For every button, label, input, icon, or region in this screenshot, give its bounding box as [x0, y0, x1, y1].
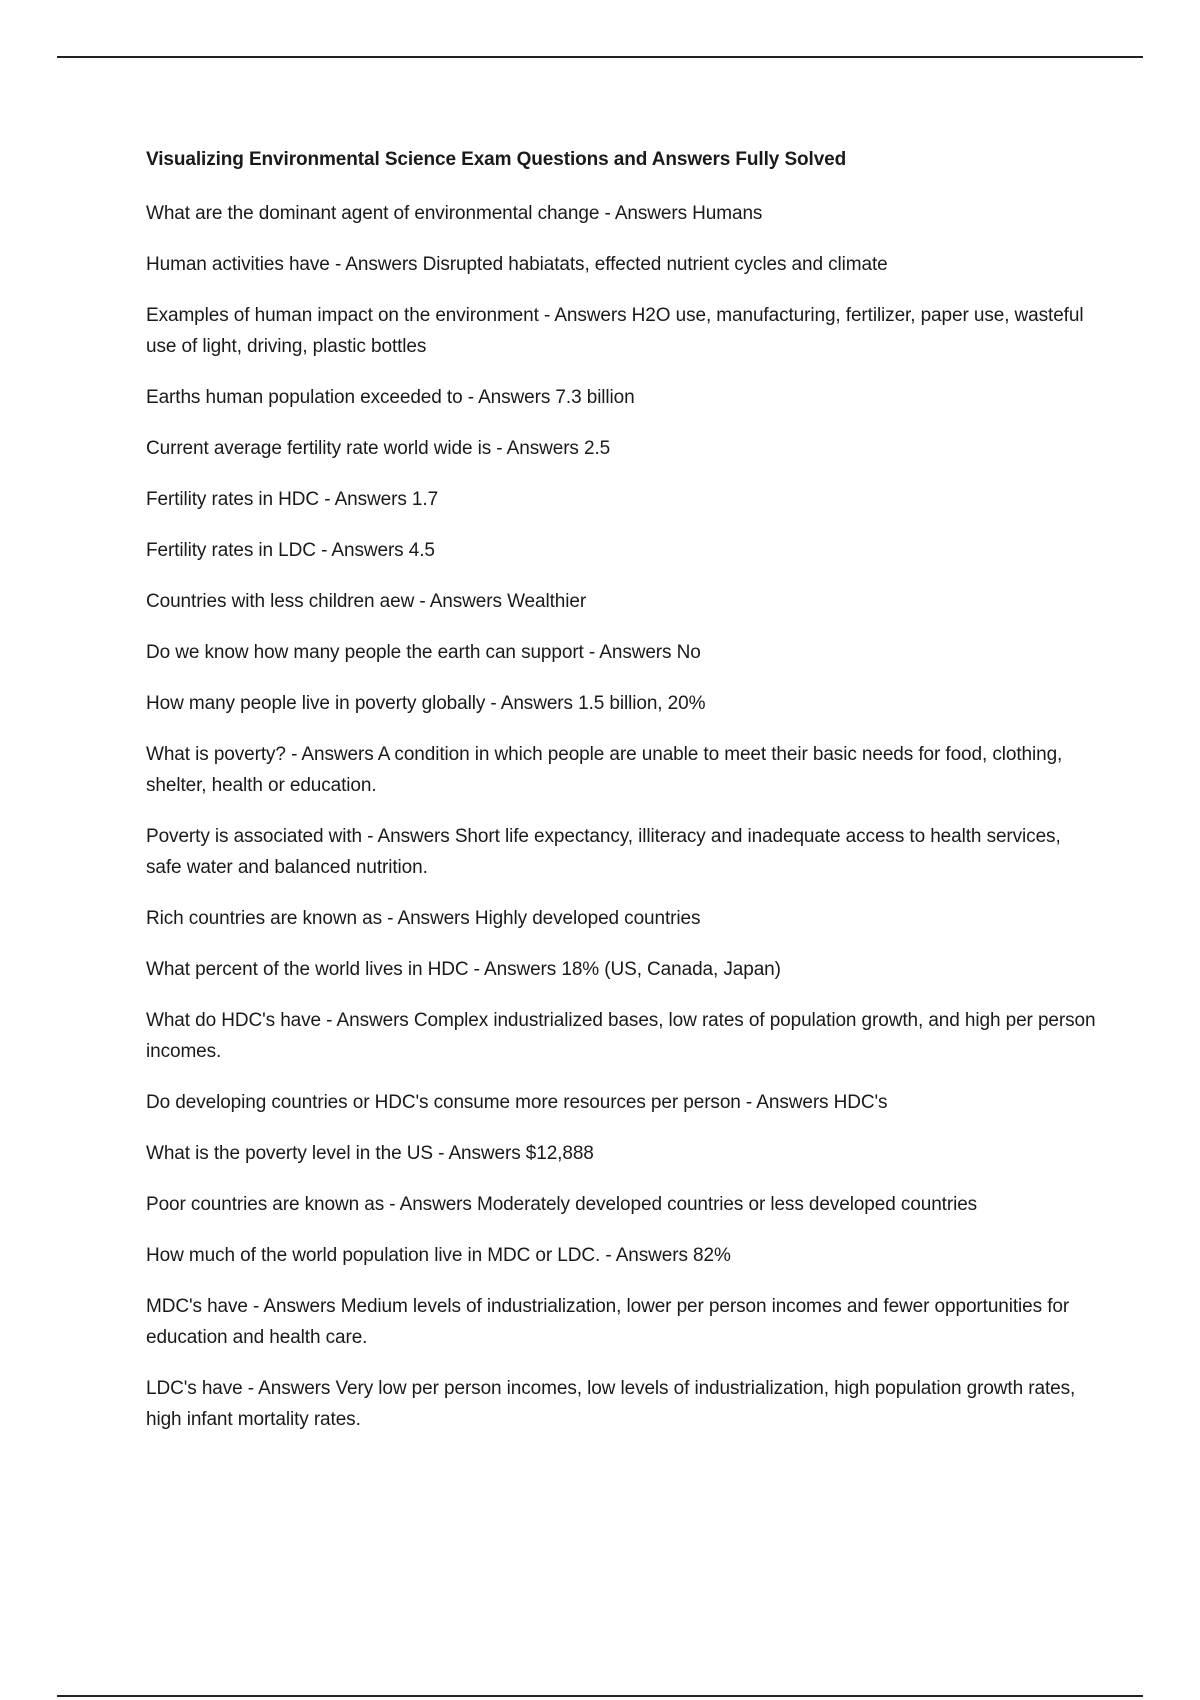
- qa-item: How many people live in poverty globally - Answers 1.5 billion, 20%: [146, 693, 706, 714]
- qa-item: Do developing countries or HDC's consume more resources per person - Answers HDC's: [146, 1092, 888, 1113]
- qa-item: What are the dominant agent of environmental change - Answers Humans: [146, 203, 763, 224]
- header-divider: [57, 56, 1143, 58]
- qa-item: Fertility rates in LDC - Answers 4.5: [146, 540, 435, 561]
- qa-item: Do we know how many people the earth can support - Answers No: [146, 642, 701, 663]
- qa-item: Human activities have - Answers Disrupted habiatats, effected nutrient cycles and climate: [146, 254, 888, 275]
- document-title: Visualizing Environmental Science Exam Questions and Answers Fully Solved: [146, 149, 847, 170]
- qa-item: Countries with less children aew - Answers Wealthier: [146, 591, 587, 612]
- qa-item: Examples of human impact on the environment - Answers H2O use, manufacturing, fertilizer, paper use, wasteful use of light, driving, plastic bottles: [146, 305, 1084, 357]
- qa-item: Fertility rates in HDC - Answers 1.7: [146, 489, 439, 510]
- qa-item: What is poverty? - Answers A condition in which people are unable to meet their basic needs for food, clothing, shelter, health or education.: [146, 744, 1063, 796]
- qa-item: What do HDC's have - Answers Complex industrialized bases, low rates of population growth, and high per person incomes.: [146, 1010, 1096, 1062]
- qa-item: Earths human population exceeded to - Answers 7.3 billion: [146, 387, 635, 408]
- footer-divider: [57, 1695, 1143, 1697]
- qa-item: LDC's have - Answers Very low per person incomes, low levels of industrialization, high population growth rates, high infant mortality rates.: [146, 1378, 1076, 1430]
- qa-item: What percent of the world lives in HDC - Answers 18% (US, Canada, Japan): [146, 959, 781, 980]
- qa-item: What is the poverty level in the US - Answers $12,888: [146, 1143, 594, 1164]
- qa-item: MDC's have - Answers Medium levels of industrialization, lower per person incomes and fewer opportunities for education and health care.: [146, 1296, 1070, 1348]
- qa-item: Current average fertility rate world wide is - Answers 2.5: [146, 438, 611, 459]
- qa-item: Poor countries are known as - Answers Moderately developed countries or less developed countries: [146, 1194, 978, 1215]
- qa-item: Rich countries are known as - Answers Highly developed countries: [146, 908, 701, 929]
- qa-item: Poverty is associated with - Answers Short life expectancy, illiteracy and inadequate access to health services, safe water and balanced nutrition.: [146, 826, 1061, 878]
- qa-item: How much of the world population live in MDC or LDC. - Answers 82%: [146, 1245, 731, 1266]
- document-body: [146, 146, 1096, 1455]
